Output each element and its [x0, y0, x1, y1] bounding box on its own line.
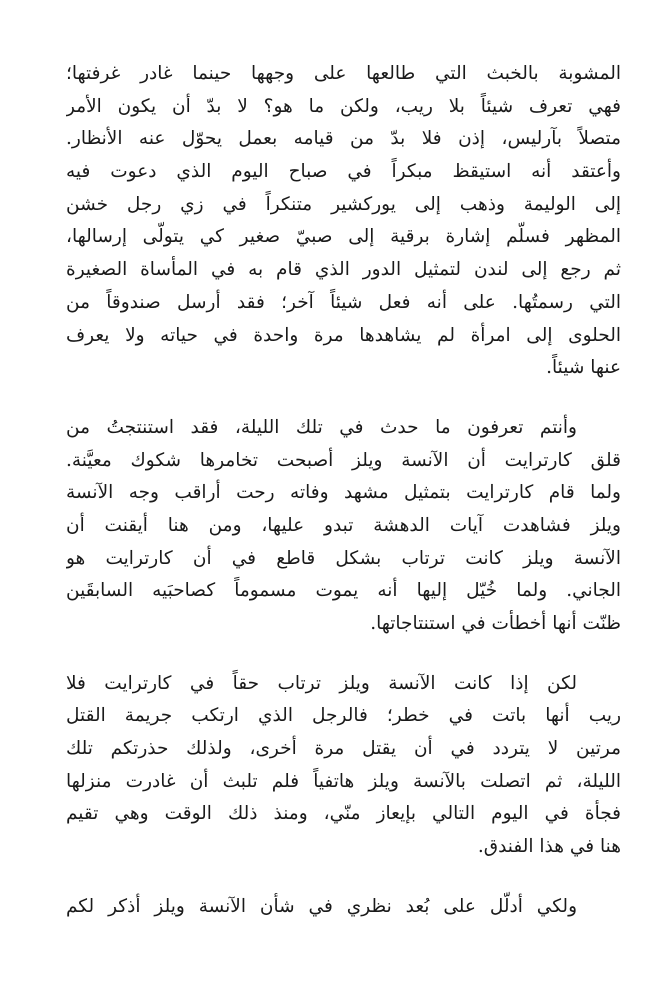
text-line: الآنسة ويلز كانت ترتاب بشكل قاطع في أن كارترايت هو	[66, 547, 621, 569]
text-line: قلق كارترايت أن الآنسة ويلز أصبحت تخامرها شكوك معيَّنة.	[66, 449, 621, 471]
paragraph-3	[66, 668, 621, 864]
text-line: وأعتقد أنه استيقظ مبكراً في صباح اليوم الذي دعوت فيه	[66, 161, 621, 183]
text-line: مرتين لا يتردد في أن يقتل مرة أخرى، ولذلك حذرتكم تلك	[66, 738, 621, 760]
text-line: ريب أنها باتت في خطر؛ فالرجل الذي ارتكب جريمة القتل	[66, 705, 621, 727]
text-line: الليلة، ثم اتصلت بالآنسة ويلز هاتفياً فلم تلبث أن غادرت منزلها	[66, 770, 621, 792]
text-line: ثم رجع إلى لندن لتمثيل الدور الذي قام به في المأساة الصغيرة	[66, 259, 621, 281]
text-line: ولما قام كارترايت بتمثيل مشهد وفاته رحت أراقب وجه الآنسة	[66, 482, 621, 504]
text-line: ولكي أدلّل على بُعد نظري في شأن الآنسة ويلز أذكر لكم	[66, 895, 577, 917]
paragraph-1	[66, 58, 621, 385]
text-line: وأنتم تعرفون ما حدث في تلك الليلة، فقد استنتجتُ من	[66, 416, 577, 438]
text-line: التي رسمتُها. على أنه فعل شيئاً آخر؛ فقد أرسل صندوقاً من	[66, 291, 621, 313]
text-line: ظنّت أنها أخطأت في استنتاجاتها.	[370, 613, 621, 634]
text-line: المشوبة بالخبث التي طالعها على وجهها حينما غادر غرفتها؛	[66, 63, 621, 84]
text-line: المظهر فسلّم إشارة برقية إلى صبيّ صغير كي يتولّى إرسالها،	[66, 226, 621, 248]
text-line: ويلز فشاهدت آيات الدهشة تبدو عليها، ومن هنا أيقنت أن	[66, 514, 621, 536]
paragraph-gap	[66, 864, 621, 891]
paragraph-gap	[66, 385, 621, 412]
paragraph-4	[66, 891, 621, 924]
text-line: متصلاً بآرليس، إذن فلا بدّ من قيامه بعمل يحوّل عنه الأنظار.	[66, 128, 621, 150]
text-line: عنها شيئاً.	[546, 357, 621, 379]
paragraph-2	[66, 412, 621, 641]
text-line: الجاني. ولما خُيّل إليها أنه يموت مسموماً كصاحبَيه السابقَين	[66, 580, 621, 602]
text-line: الحلوى إلى امرأة لم يشاهدها مرة واحدة في حياته ولا يعرف	[66, 324, 621, 346]
text-line: فهي تعرف شيئاً بلا ريب، ولكن ما هو؟ لا بدّ أن يكون الأمر	[66, 95, 621, 117]
text-line: هنا في هذا الفندق.	[477, 836, 621, 858]
text-line: إلى الوليمة وذهب إلى يوركشير متنكراً في زي رجل خشن	[66, 193, 621, 215]
book-page	[66, 58, 621, 924]
text-line: لكن إذا كانت الآنسة ويلز ترتاب حقاً في كارترايت فلا	[66, 672, 577, 694]
text-line: فجأة في اليوم التالي بإيعاز منّي، ومنذ ذلك الوقت وهي تقيم	[66, 803, 621, 825]
paragraph-gap	[66, 641, 621, 668]
